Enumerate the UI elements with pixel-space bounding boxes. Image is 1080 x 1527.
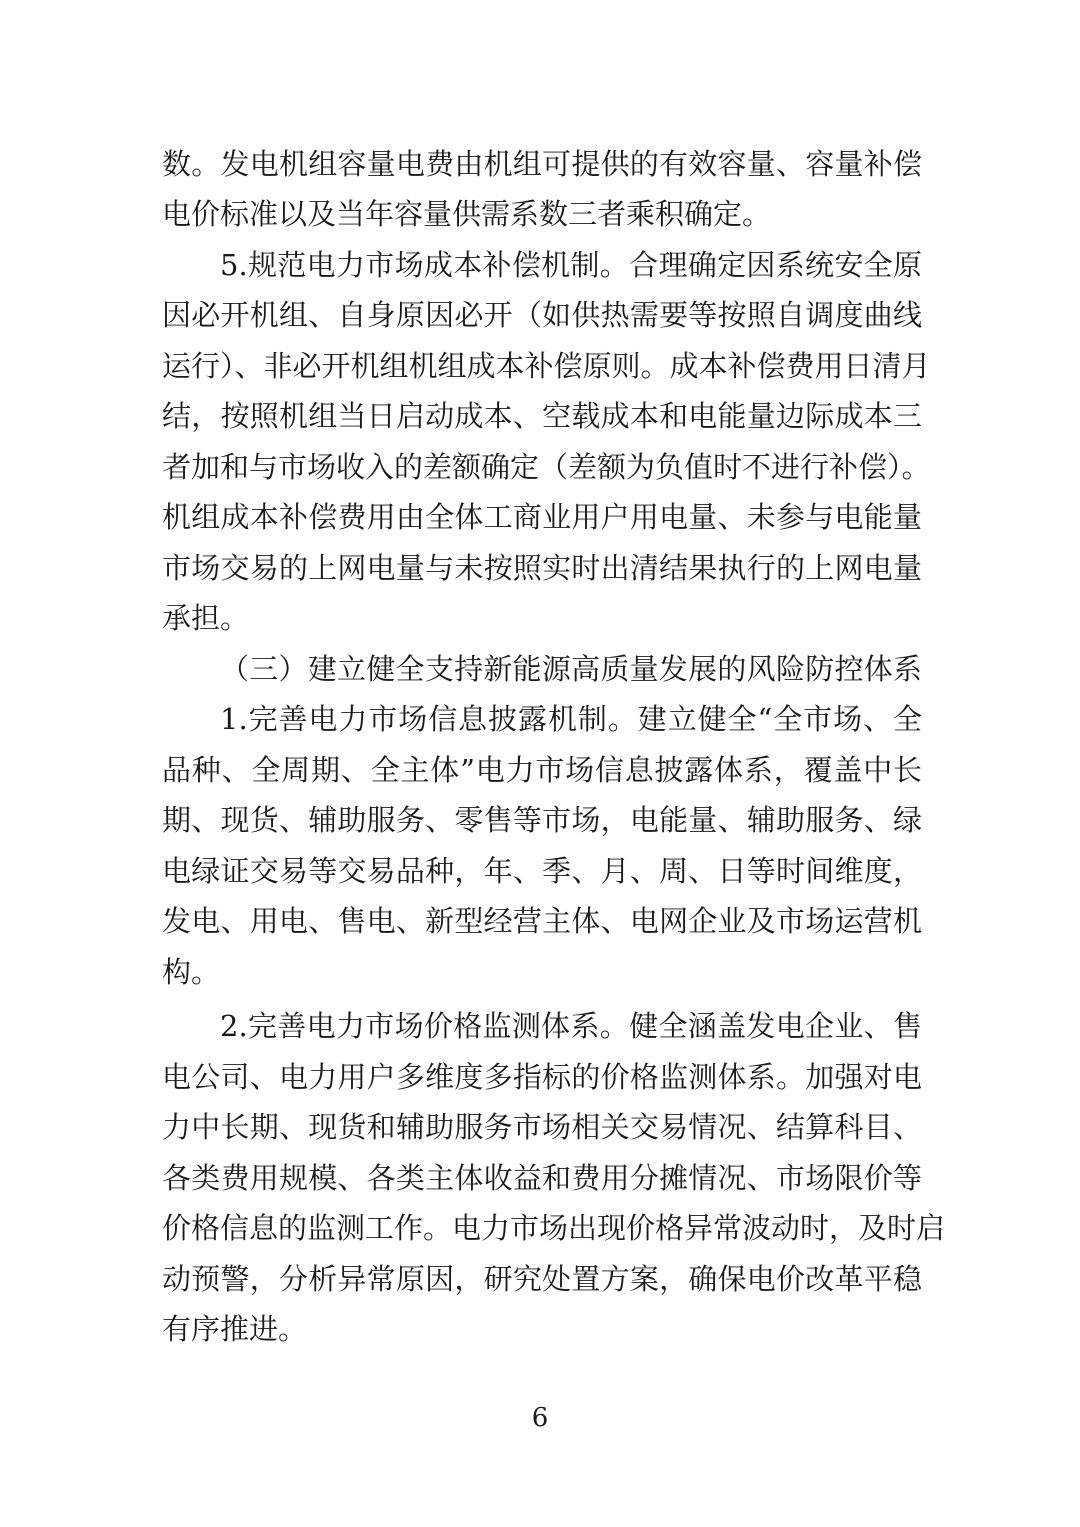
text-line: 承担。 xyxy=(162,601,250,635)
section-heading: （三）建立健全支持新能源高质量发展的风险防控体系 xyxy=(220,652,922,686)
text-line: 机组成本补偿费用由全体工商业用户用电量、未参与电能量 xyxy=(162,500,922,534)
text-line: 动预警，分析异常原因，研究处置方案，确保电价改革平稳 xyxy=(162,1262,922,1296)
text-line: 数。发电机组容量电费由机组可提供的有效容量、容量补偿 xyxy=(162,147,922,181)
text-line: 电价标准以及当年容量供需系数三者乘积确定。 xyxy=(162,197,772,231)
text-line: 有序推进。 xyxy=(162,1312,308,1346)
text-line: 运行）、非必开机组机组成本补偿原则。成本补偿费用日清月 xyxy=(162,349,931,383)
paragraph-start-line: 2.完善电力市场价格监测体系。健全涵盖发电企业、售 xyxy=(220,1009,922,1043)
paragraph-start-line: 5.规范电力市场成本补偿机制。合理确定因系统安全原 xyxy=(220,248,922,282)
page-number: 6 xyxy=(531,1403,549,1433)
text-line: 市场交易的上网电量与未按照实时出清结果执行的上网电量 xyxy=(162,551,922,585)
text-line: 力中长期、现货和辅助服务市场相关交易情况、结算科目、 xyxy=(162,1110,922,1144)
text-line: 者加和与市场收入的差额确定（差额为负值时不进行补偿）。 xyxy=(162,450,931,484)
paragraph-start-line: 1.完善电力市场信息披露机制。建立健全“全市场、全 xyxy=(220,702,922,736)
text-line: 各类费用规模、各类主体收益和费用分摊情况、市场限价等 xyxy=(162,1161,922,1195)
text-line: 价格信息的监测工作。电力市场出现价格异常波动时，及时启 xyxy=(162,1211,946,1245)
text-line: 品种、全周期、全主体”电力市场信息披露体系，覆盖中长 xyxy=(162,753,922,787)
text-line: 构。 xyxy=(162,955,221,989)
text-line: 期、现货、辅助服务、零售等市场，电能量、辅助服务、绿 xyxy=(162,803,922,837)
text-line: 电公司、电力用户多维度多指标的价格监测体系。加强对电 xyxy=(162,1060,922,1094)
text-line: 结，按照机组当日启动成本、空载成本和电能量边际成本三 xyxy=(162,399,922,433)
text-line: 因必开机组、自身原因必开（如供热需要等按照自调度曲线 xyxy=(162,298,922,332)
text-line: 发电、用电、售电、新型经营主体、电网企业及市场运营机 xyxy=(162,904,922,938)
text-line: 电绿证交易等交易品种，年、季、月、周、日等时间维度， xyxy=(162,854,922,888)
